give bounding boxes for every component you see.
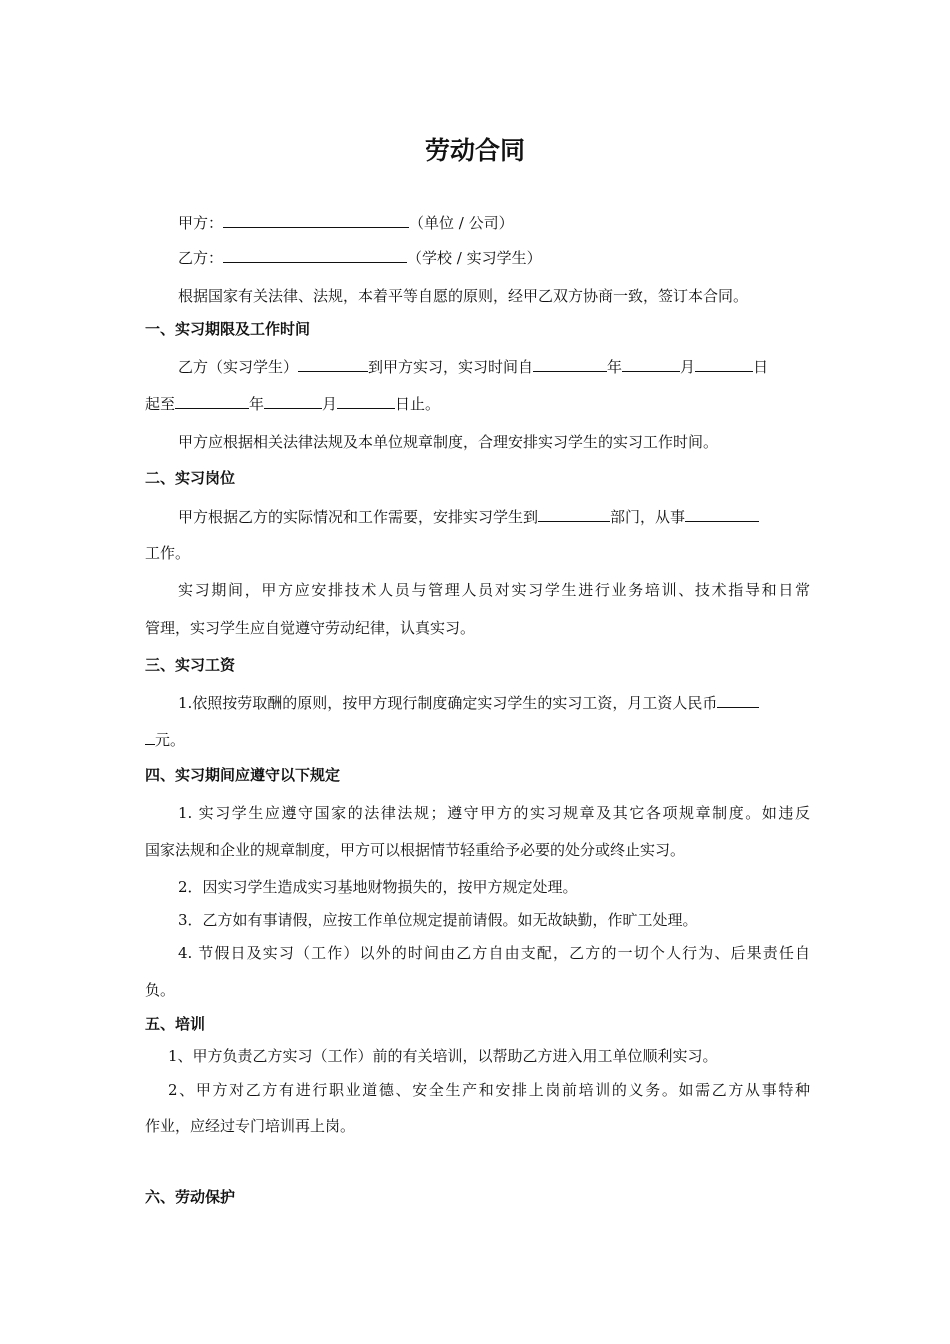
section-5-item1: 1、甲方负责乙方实习（工作）前的有关培训，以帮助乙方进入用工单位顺利实习。 — [168, 1047, 718, 1065]
section-3-p1-line1 — [145, 692, 810, 713]
sec1-text-end: 日止。 — [395, 395, 441, 413]
start-month-blank[interactable] — [622, 356, 680, 372]
party-a-line — [145, 212, 810, 233]
party-b-label: 乙方： — [178, 249, 224, 267]
intro-paragraph: 根据国家有关法律、法规，本着平等自愿的原则，经甲乙双方协商一致，签订本合同。 — [178, 287, 749, 305]
section-6-heading: 六、劳动保护 — [145, 1188, 236, 1206]
school-blank[interactable] — [298, 356, 368, 372]
section-5-heading: 五、培训 — [145, 1015, 206, 1033]
sec3-text-end: 元。 — [155, 731, 186, 749]
job-blank[interactable] — [685, 506, 759, 522]
end-day-blank[interactable] — [337, 393, 395, 409]
day-label: 日 — [753, 358, 769, 376]
party-b-blank[interactable] — [223, 247, 407, 263]
department-blank[interactable] — [538, 506, 610, 522]
section-1-p2: 甲方应根据相关法律法规及本单位规章制度，合理安排实习学生的实习工作时间。 — [178, 433, 719, 451]
section-4-item1-line1: 1. 实习学生应遵守国家的法律法规；遵守甲方的实习规章及其它各项规章制度。如违反 — [178, 804, 810, 822]
month-label: 月 — [322, 395, 338, 413]
sec1-text-c: 起至 — [145, 395, 176, 413]
section-2-p1-line2: 工作。 — [145, 544, 191, 562]
sec3-text: 1.依照按劳取酬的原则，按甲方现行制度确定实习学生的实习工资，月工资人民币 — [178, 694, 718, 712]
section-1-p1-line1 — [145, 356, 810, 377]
sec2-text-a: 甲方根据乙方的实际情况和工作需要，安排实习学生到 — [178, 508, 539, 526]
page-title: 劳动合同 — [424, 136, 525, 165]
section-2-p1-line1 — [145, 506, 810, 527]
section-5-item2-line2: 作业，应经过专门培训再上岗。 — [145, 1117, 356, 1135]
start-day-blank[interactable] — [695, 356, 753, 372]
sec2-text-b: 部门，从事 — [610, 508, 686, 526]
section-1-p1-line2 — [145, 393, 810, 414]
section-4-item4-line2: 负。 — [145, 981, 176, 999]
party-b-suffix: （学校 / 实习学生） — [407, 249, 542, 267]
party-b-line — [145, 247, 810, 268]
wage-blank-cont[interactable] — [145, 729, 155, 745]
section-4-item4-line1: 4. 节假日及实习（工作）以外的时间由乙方自由支配，乙方的一切个人行为、后果责任自 — [178, 944, 810, 962]
section-4-item1-line2: 国家法规和企业的规章制度，甲方可以根据情节轻重给予必要的处分或终止实习。 — [145, 841, 686, 859]
year-label: 年 — [607, 358, 623, 376]
section-4-item2: 2．因实习学生造成实习基地财物损失的，按甲方规定处理。 — [178, 878, 578, 896]
section-1-heading: 一、实习期限及工作时间 — [145, 320, 311, 338]
section-3-p1-line2 — [145, 729, 810, 750]
year-label: 年 — [249, 395, 265, 413]
section-4-item3: 3．乙方如有事请假，应按工作单位规定提前请假。如无故缺勤，作旷工处理。 — [178, 911, 698, 929]
wage-blank[interactable] — [717, 692, 759, 708]
section-5-item2-line1: 2、甲方对乙方有进行职业道德、安全生产和安排上岗前培训的义务。如需乙方从事特种 — [168, 1081, 810, 1099]
section-2-heading: 二、实习岗位 — [145, 469, 236, 487]
section-3-heading: 三、实习工资 — [145, 656, 236, 674]
sec1-text-a: 乙方（实习学生） — [178, 358, 299, 376]
month-label: 月 — [680, 358, 696, 376]
party-a-blank[interactable] — [223, 212, 409, 228]
end-month-blank[interactable] — [264, 393, 322, 409]
start-year-blank[interactable] — [533, 356, 607, 372]
party-a-suffix: （单位 / 公司） — [409, 214, 514, 232]
sec1-text-b: 到甲方实习，实习时间自 — [368, 358, 534, 376]
party-a-label: 甲方： — [178, 214, 224, 232]
section-2-p2-line1: 实习期间，甲方应安排技术人员与管理人员对实习学生进行业务培训、技术指导和日常 — [178, 581, 810, 599]
end-year-blank[interactable] — [175, 393, 249, 409]
section-4-heading: 四、实习期间应遵守以下规定 — [145, 766, 341, 784]
section-2-p2-line2: 管理，实习学生应自觉遵守劳动纪律，认真实习。 — [145, 619, 476, 637]
